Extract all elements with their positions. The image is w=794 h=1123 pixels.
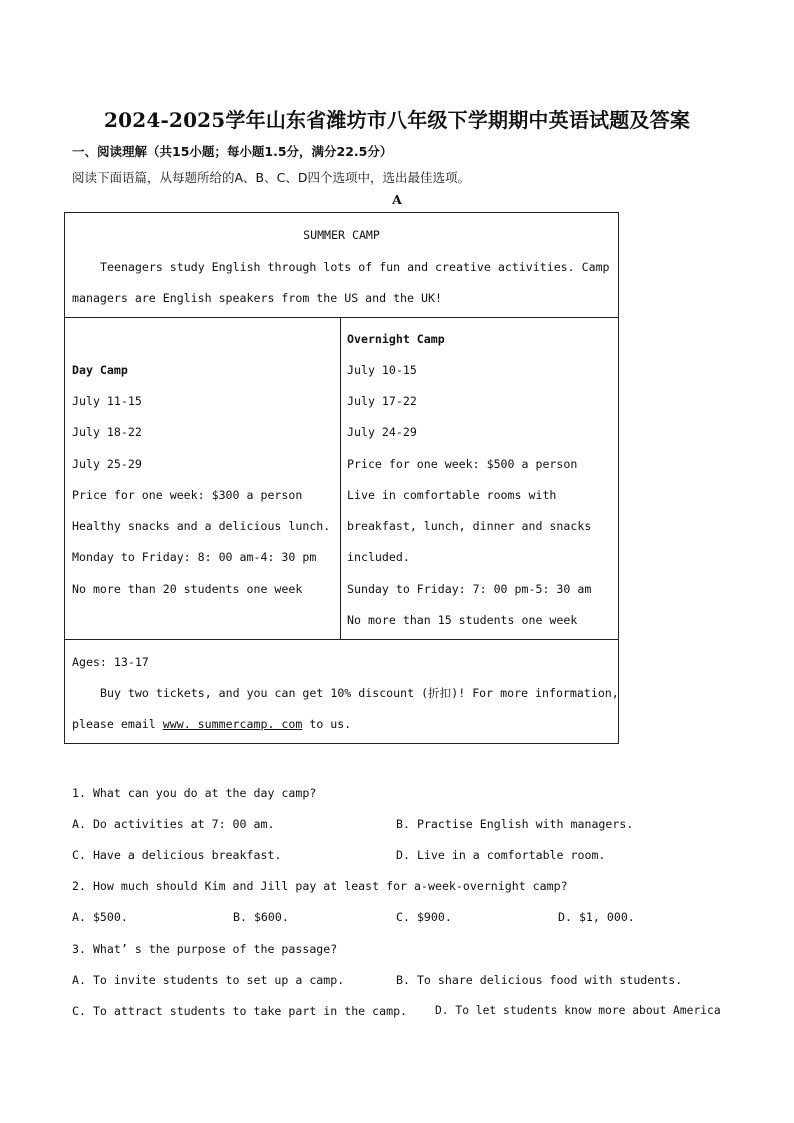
footer-text: to us. [302,717,352,731]
option-c: C. $900. [396,910,452,924]
option-b: B. Practise English with managers. [396,817,634,831]
instruction-text: 阅读下面语篇，从每题所给的A、B、C、D四个选项中，选出最佳选项。 [72,170,470,185]
overnight-camp-line: breakfast, lunch, dinner and snacks [347,519,592,533]
camp-website-link[interactable]: www. summercamp. com [162,717,303,731]
day-camp-line: Monday to Friday: 8: 00 am-4: 30 pm [72,550,317,564]
option-b: B. $600. [233,910,289,924]
day-camp-line: July 25-29 [72,457,142,471]
camp-intro-line1: Teenagers study English through lots of fun and creative activities. Camp [100,260,610,274]
overnight-camp-line: included. [347,550,410,564]
overnight-camp-line: July 24-29 [347,425,417,439]
overnight-camp-title: Overnight Camp [347,332,445,346]
ages-text: Ages: 13-17 [72,655,149,669]
footer-line2 [72,717,351,731]
overnight-camp-line: Sunday to Friday: 7: 00 pm-5: 30 am [347,582,592,596]
option-c: C. Have a delicious breakfast. [72,848,282,862]
overnight-camp-line: Live in comfortable rooms with [347,488,557,502]
day-camp-line: July 18-22 [72,425,142,439]
option-a: A. To invite students to set up a camp. [72,973,345,987]
footer-line1: Buy two tickets, and you can get 10% discount (折扣)! For more information, [100,686,619,700]
footer-text: please email [72,717,163,731]
divider [65,639,618,640]
camp-intro-line2: managers are English speakers from the US and the UK! [72,291,442,305]
option-b: B. To share delicious food with students. [396,973,683,987]
option-d: D. Live in a comfortable room. [396,848,606,862]
question-stem: 1. What can you do at the day camp? [72,786,317,800]
question-stem: 3. What’ s the purpose of the passage? [72,942,338,956]
day-camp-line: No more than 20 students one week [72,582,303,596]
overnight-camp-line: Price for one week: $500 a person [347,457,578,471]
option-c: C. To attract students to take part in the camp. [72,1004,408,1018]
camp-heading: SUMMER CAMP [303,228,380,242]
option-d: D. $1, 000. [558,910,635,924]
section-heading: 一、阅读理解（共15小题；每小题1.5分，满分22.5分） [72,144,393,159]
camp-advertisement [64,212,619,744]
passage-label: A [392,192,402,207]
day-camp-line: Price for one week: $300 a person [72,488,303,502]
divider [65,317,618,318]
column-divider [340,317,341,639]
option-a: A. Do activities at 7: 00 am. [72,817,275,831]
option-a: A. $500. [72,910,128,924]
day-camp-line: July 11-15 [72,394,142,408]
overnight-camp-line: No more than 15 students one week [347,613,578,627]
document-title: 2024-2025学年山东省潍坊市八年级下学期期中英语试题及答案 [103,108,691,132]
day-camp-line: Healthy snacks and a delicious lunch. [72,519,331,533]
overnight-camp-line: July 17-22 [347,394,417,408]
day-camp-title: Day Camp [72,363,128,377]
question-stem: 2. How much should Kim and Jill pay at least for a-week-overnight camp? [72,879,568,893]
option-d: D. To let students know more about America [435,1004,721,1017]
overnight-camp-line: July 10-15 [347,363,417,377]
